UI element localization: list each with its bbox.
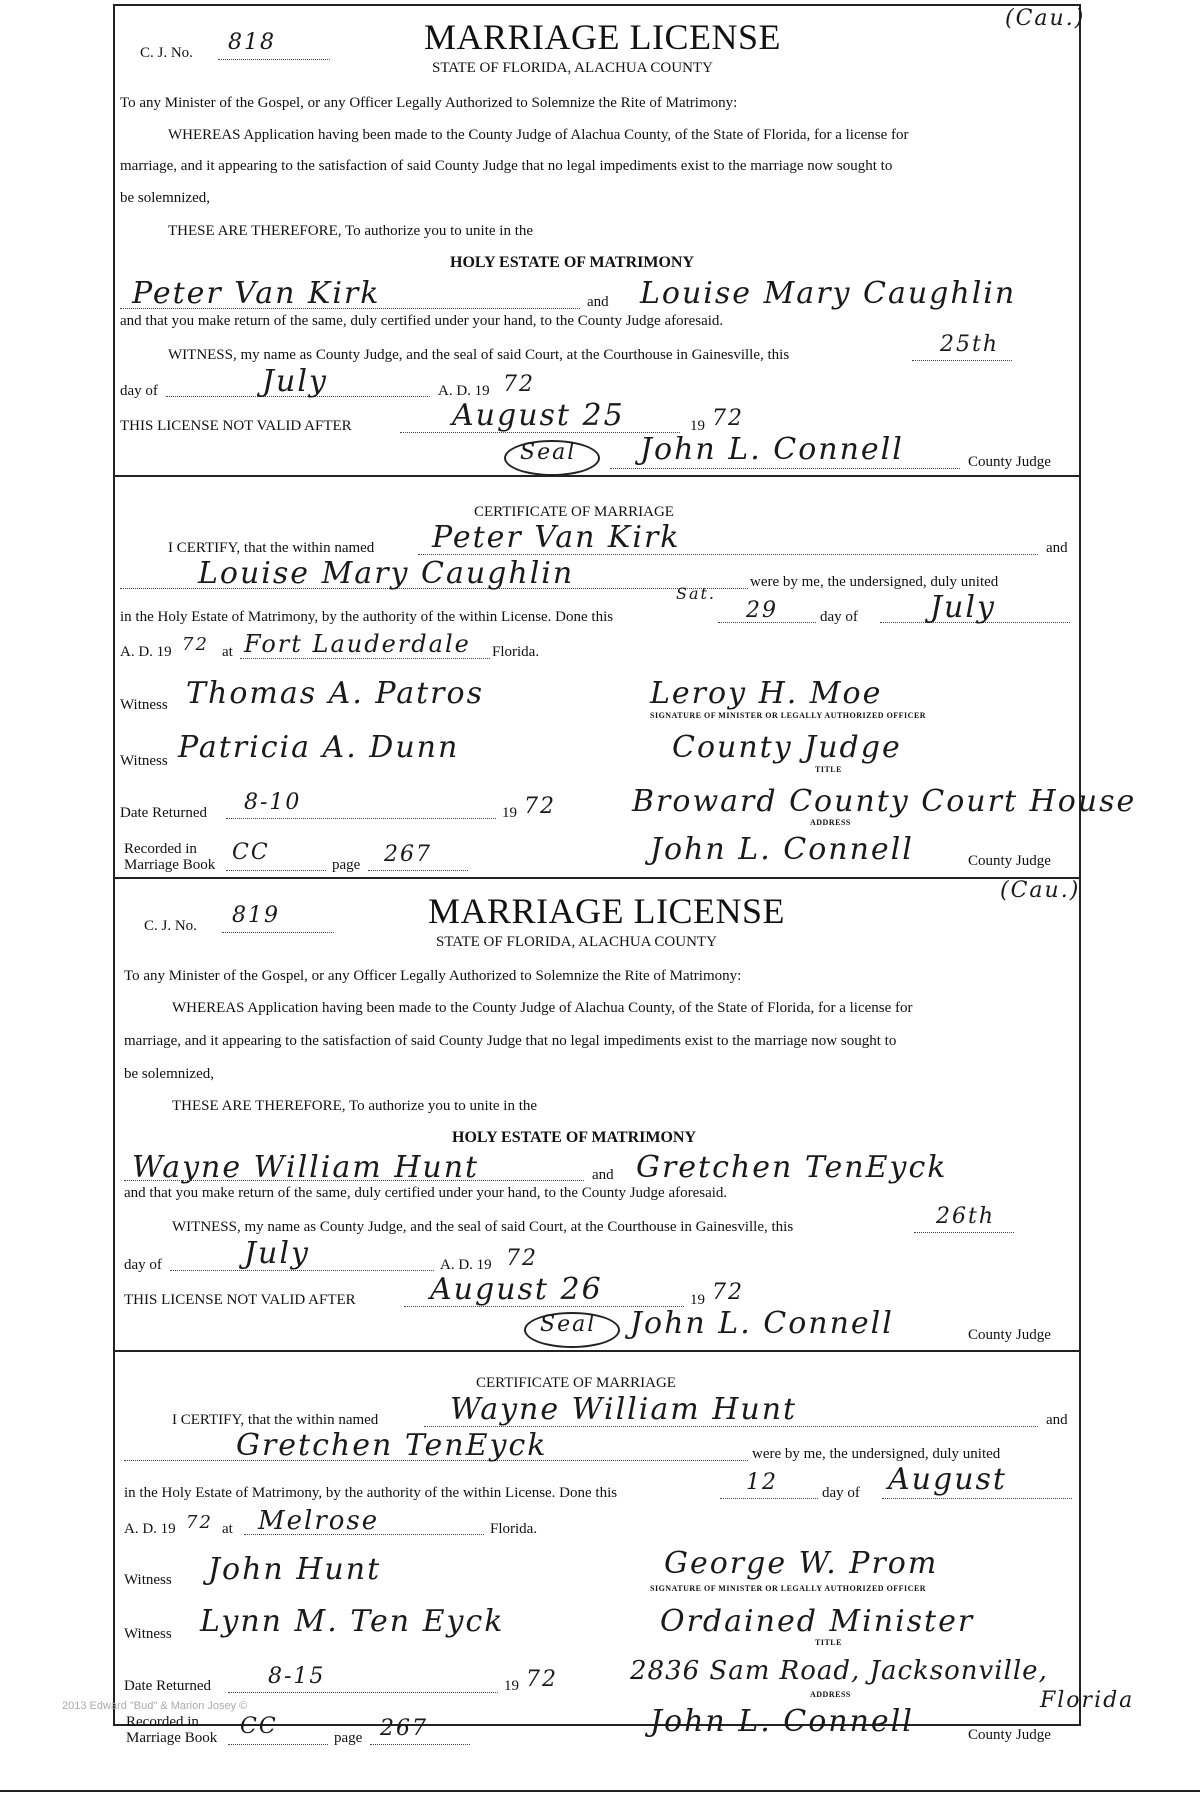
officer-signature: Leroy H. Moe — [650, 676, 883, 711]
license-title: MARRIAGE LICENSE — [428, 891, 785, 931]
at-label: at — [222, 1521, 233, 1537]
done-month: August — [888, 1462, 1007, 1497]
united-label: were by me, the undersigned, duly united — [750, 574, 999, 590]
day-line — [914, 1232, 1014, 1233]
license-title: MARRIAGE LICENSE — [424, 17, 781, 57]
done-month: July — [930, 590, 996, 625]
whereas-line-2: marriage, and it appearing to the satisfaction of said County Judge that no legal impediments exist to the marriage now sought to — [124, 1033, 897, 1049]
whereas-line-1: WHEREAS Application having been made to the County Judge of Alachua County, of the State of Florida, for a license for — [172, 1000, 913, 1016]
authority-line: in the Holy Estate of Matrimony, by the authority of the within License. Done this — [120, 609, 614, 625]
returned-year-label: 19 — [504, 1678, 519, 1694]
groom-name: Peter Van Kirk — [132, 276, 381, 311]
cert-groom-name: Wayne William Hunt — [450, 1392, 798, 1427]
bride-name: Gretchen TenEyck — [636, 1150, 948, 1185]
seal-text: Seal — [520, 440, 577, 465]
officer-caption: SIGNATURE OF MINISTER OR LEGALLY AUTHORIZED OFFICER — [650, 1584, 927, 1593]
cj-number: 818 — [228, 30, 276, 55]
and-label: and — [587, 294, 609, 310]
done-day-of-label: day of — [820, 609, 858, 625]
expiry-year-label: 19 — [690, 1292, 705, 1308]
done-day-line — [720, 1498, 818, 1499]
groom-line — [120, 308, 580, 309]
returned-year: 72 — [526, 1667, 558, 1692]
officer-address: 2836 Sam Road, Jacksonville, — [630, 1656, 1048, 1686]
certificate-title: CERTIFICATE OF MARRIAGE — [476, 1375, 676, 1391]
corner-note: (Cau.) — [1000, 878, 1081, 903]
holy-estate-heading: HOLY ESTATE OF MATRIMONY — [452, 1129, 697, 1146]
page-line — [370, 1744, 470, 1745]
license-subtitle: STATE OF FLORIDA, ALACHUA COUNTY — [432, 60, 713, 76]
witness-1: Thomas A. Patros — [186, 676, 484, 711]
officer-title: County Judge — [672, 730, 902, 765]
cj-label: C. J. No. — [140, 45, 193, 61]
day-line — [912, 360, 1012, 361]
cert-and-label: and — [1046, 540, 1068, 556]
witness-label-2: Witness — [120, 753, 168, 769]
witness-label-1: Witness — [124, 1572, 172, 1588]
month: July — [262, 364, 328, 399]
title-caption: TITLE — [815, 765, 842, 774]
witness-2: Lynn M. Ten Eyck — [200, 1604, 505, 1639]
certificate-title: CERTIFICATE OF MARRIAGE — [474, 504, 674, 520]
page-label: page — [334, 1730, 363, 1746]
returned-year: 72 — [524, 794, 556, 819]
book-line — [226, 870, 326, 871]
done-day: 29 — [746, 598, 778, 623]
place-line — [240, 658, 490, 659]
sat-note: Sat. — [676, 584, 717, 603]
done-day: 12 — [746, 1470, 778, 1495]
groom-name: Wayne William Hunt — [132, 1150, 480, 1185]
witness-line: WITNESS, my name as County Judge, and the seal of said Court, at the Courthouse in Gainesville, this — [168, 347, 790, 363]
place: Fort Lauderdale — [244, 630, 471, 658]
therefore-line: THESE ARE THEREFORE, To authorize you to unite in the — [172, 1098, 538, 1114]
returned-year-label: 19 — [502, 805, 517, 821]
title-caption: TITLE — [815, 1638, 842, 1647]
witness-line: WITNESS, my name as County Judge, and the seal of said Court, at the Courthouse in Gainesville, this — [172, 1219, 794, 1235]
separator-2 — [113, 877, 1079, 879]
holy-estate-heading: HOLY ESTATE OF MATRIMONY — [450, 254, 695, 271]
recorder-label: County Judge — [968, 1727, 1051, 1743]
corner-note: (Cau.) — [1005, 6, 1086, 31]
judge-line — [610, 468, 960, 469]
recorded-label-2: Marriage Book — [124, 857, 216, 873]
judge-signature: John L. Connell — [640, 432, 904, 467]
officer-address: Broward County Court House — [632, 784, 1137, 819]
book-line — [228, 1744, 328, 1745]
ad-label: A. D. 19 — [440, 1257, 492, 1273]
groom-line — [124, 1180, 584, 1181]
whereas-line-2: marriage, and it appearing to the satisfaction of said County Judge that no legal impediments exist to the marriage now sought to — [120, 158, 893, 174]
date-returned: 8-15 — [268, 1664, 326, 1689]
done-year: 72 — [186, 1512, 213, 1533]
whereas-line-1: WHEREAS Application having been made to the County Judge of Alachua County, of the State of Florida, for a license for — [168, 127, 909, 143]
address-caption: ADDRESS — [810, 1690, 851, 1699]
united-label: were by me, the undersigned, duly united — [752, 1446, 1001, 1462]
page-label: page — [332, 857, 361, 873]
expiry-year-label: 19 — [690, 418, 705, 434]
officer-caption: SIGNATURE OF MINISTER OR LEGALLY AUTHORIZED OFFICER — [650, 711, 927, 720]
recorder-signature: John L. Connell — [650, 832, 914, 867]
recorded-label-2: Marriage Book — [126, 1730, 218, 1746]
bride-name: Louise Mary Caughlin — [640, 276, 1017, 311]
cj-number: 819 — [232, 903, 280, 928]
done-ad-label: A. D. 19 — [124, 1521, 176, 1537]
book: CC — [232, 840, 270, 865]
day-number: 26th — [936, 1204, 996, 1229]
copyright-watermark: 2013 Edward "Bud" & Marion Josey © — [62, 1700, 248, 1712]
witness-label-1: Witness — [120, 697, 168, 713]
year: 72 — [506, 1246, 538, 1271]
top-border — [113, 4, 1079, 6]
recorder-signature: John L. Connell — [650, 1704, 914, 1739]
judge-label: County Judge — [968, 454, 1051, 470]
separator-3 — [113, 1350, 1079, 1352]
therefore-line: THESE ARE THEREFORE, To authorize you to unite in the — [168, 223, 534, 239]
certify-label: I CERTIFY, that the within named — [172, 1412, 379, 1428]
whereas-line-3: be solemnized, — [124, 1066, 214, 1082]
cert-and-label: and — [1046, 1412, 1068, 1428]
page-number: 267 — [384, 842, 432, 867]
officer-address-2: Florida — [1040, 1688, 1135, 1713]
day-of-label: day of — [120, 383, 158, 399]
ad-label: A. D. 19 — [438, 383, 490, 399]
year: 72 — [503, 372, 535, 397]
authority-line: in the Holy Estate of Matrimony, by the authority of the within License. Done this — [124, 1485, 618, 1501]
date-returned: 8-10 — [244, 790, 302, 815]
month: July — [244, 1236, 310, 1271]
at-label: at — [222, 644, 233, 660]
witness-2: Patricia A. Dunn — [178, 730, 460, 765]
not-valid-label: THIS LICENSE NOT VALID AFTER — [124, 1292, 356, 1308]
page-line — [368, 870, 468, 871]
expiry-date: August 26 — [430, 1272, 603, 1307]
return-line: and that you make return of the same, duly certified under your hand, to the County Judge aforesaid. — [120, 313, 724, 329]
cert-bride-name: Louise Mary Caughlin — [198, 556, 575, 591]
date-returned-label: Date Returned — [120, 805, 208, 821]
cj-number-line — [222, 932, 334, 933]
witness-1: John Hunt — [208, 1552, 382, 1587]
book: CC — [240, 1714, 278, 1739]
cj-number-line — [218, 59, 330, 60]
return-line: and that you make return of the same, duly certified under your hand, to the County Judge aforesaid. — [124, 1185, 728, 1201]
recorded-label-1: Recorded in — [126, 1714, 199, 1730]
seal-text: Seal — [540, 1312, 597, 1337]
judge-signature: John L. Connell — [630, 1306, 894, 1341]
officer-signature: George W. Prom — [664, 1546, 939, 1581]
cert-bride-name: Gretchen TenEyck — [236, 1428, 548, 1463]
page-number: 267 — [380, 1716, 428, 1741]
whereas-line-3: be solemnized, — [120, 190, 210, 206]
place: Melrose — [258, 1506, 380, 1536]
expiry-date: August 25 — [452, 398, 625, 433]
address-line: To any Minister of the Gospel, or any Officer Legally Authorized to Solemnize the Rite of Matrimony: — [124, 968, 742, 984]
address-caption: ADDRESS — [810, 818, 851, 827]
and-label: and — [592, 1167, 614, 1183]
day-of-label: day of — [124, 1257, 162, 1273]
date-returned-line — [226, 818, 496, 819]
date-returned-line — [228, 1692, 498, 1693]
judge-label: County Judge — [968, 1327, 1051, 1343]
done-ad-label: A. D. 19 — [120, 644, 172, 660]
date-returned-label: Date Returned — [124, 1678, 212, 1694]
not-valid-label: THIS LICENSE NOT VALID AFTER — [120, 418, 352, 434]
certify-label: I CERTIFY, that the within named — [168, 540, 375, 556]
recorded-label-1: Recorded in — [124, 841, 197, 857]
officer-title: Ordained Minister — [660, 1604, 975, 1639]
cj-label: C. J. No. — [144, 918, 197, 934]
witness-label-2: Witness — [124, 1626, 172, 1642]
license-subtitle: STATE OF FLORIDA, ALACHUA COUNTY — [436, 934, 717, 950]
done-year: 72 — [182, 634, 209, 655]
recorder-label: County Judge — [968, 853, 1051, 869]
address-line: To any Minister of the Gospel, or any Officer Legally Authorized to Solemnize the Rite of Matrimony: — [120, 95, 738, 111]
cert-groom-name: Peter Van Kirk — [432, 520, 681, 555]
florida-label: Florida. — [490, 1521, 538, 1537]
done-day-of-label: day of — [822, 1485, 860, 1501]
florida-label: Florida. — [492, 644, 540, 660]
separator-1 — [113, 475, 1079, 477]
expiry-year: 72 — [712, 406, 744, 431]
done-month-line — [882, 1498, 1072, 1499]
expiry-year: 72 — [712, 1280, 744, 1305]
page-bottom-edge — [0, 1790, 1200, 1792]
day-number: 25th — [940, 332, 1000, 357]
